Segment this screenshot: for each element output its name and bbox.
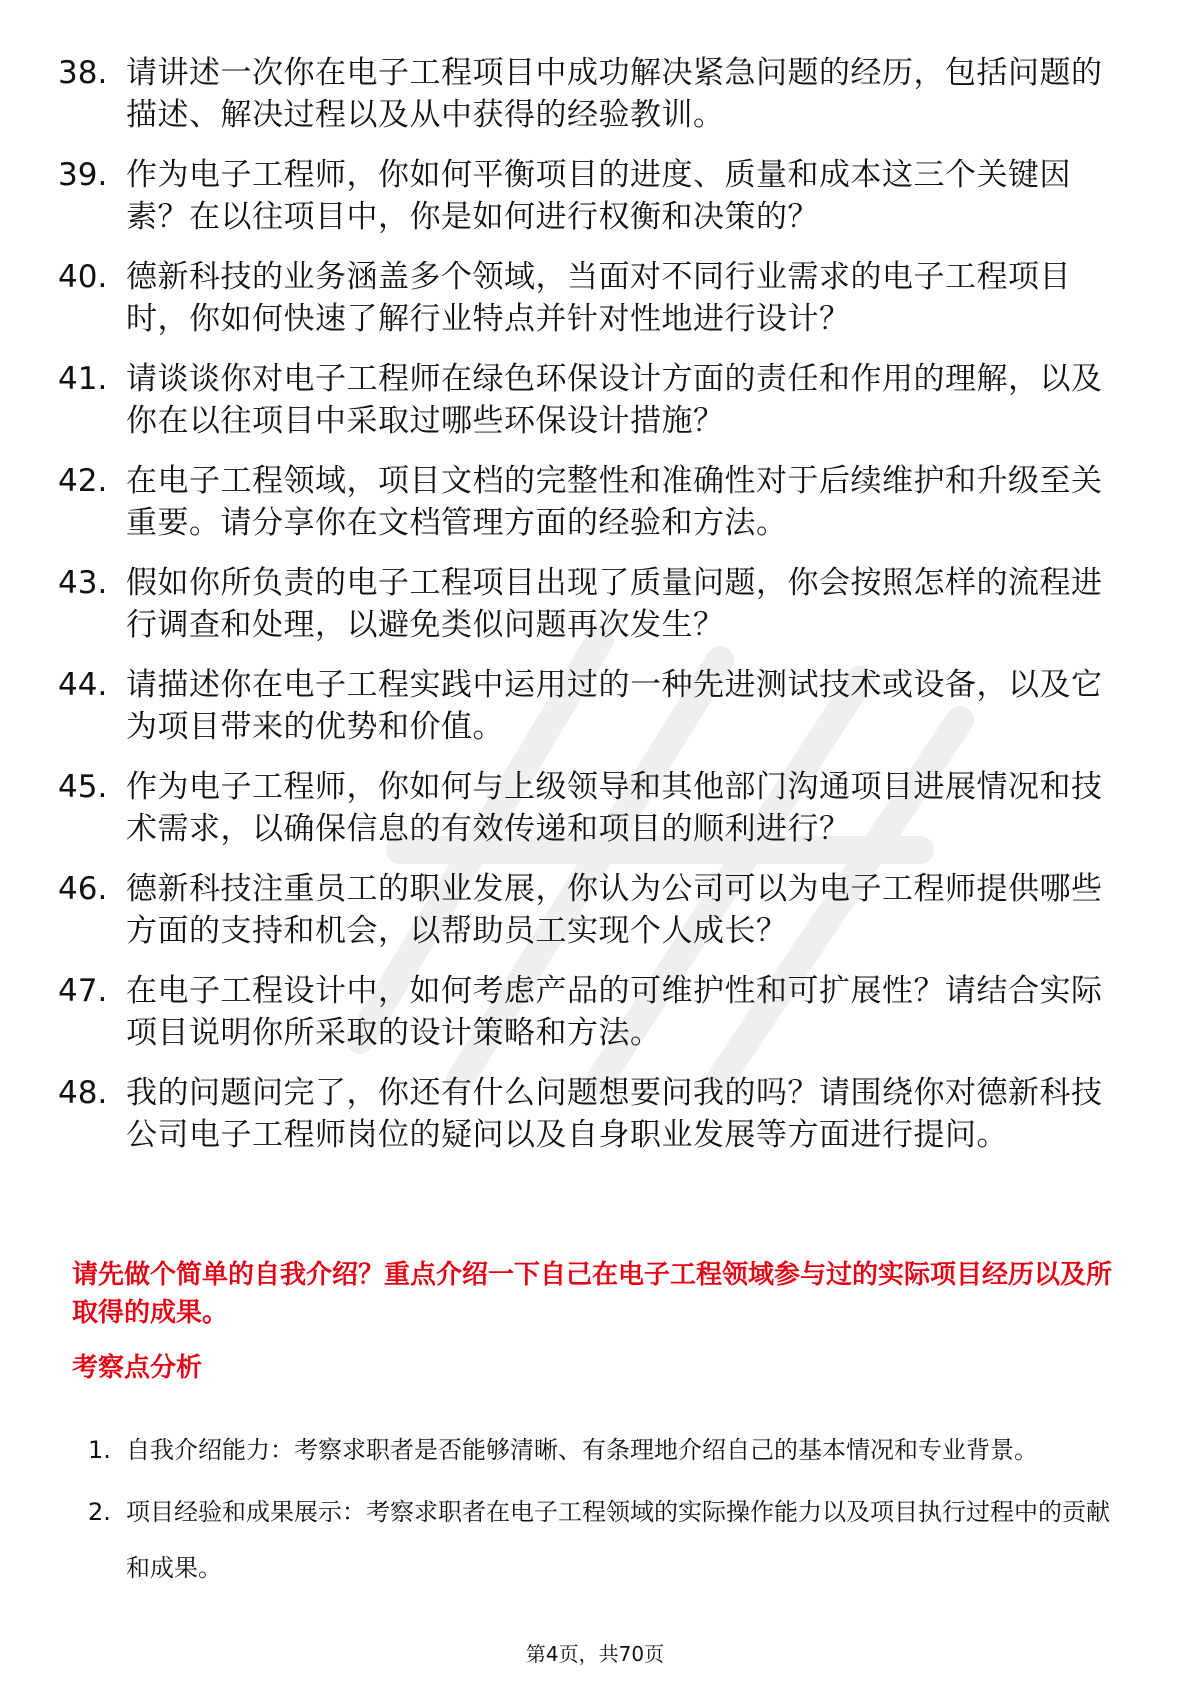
analysis-text: 自我介绍能力：考察求职者是否能够清晰、有条理地介绍自己的基本情况和专业背景。 — [126, 1436, 1038, 1464]
analysis-text: 项目经验和成果展示：考察求职者在电子工程领域的实际操作能力以及项目执行过程中的贡献和成果。 — [126, 1498, 1110, 1582]
question-list — [58, 52, 1118, 1174]
analysis-number: 1. — [88, 1436, 111, 1464]
question-text: 作为电子工程师，你如何与上级领导和其他部门沟通项目进展情况和技术需求，以确保信息的有效传递和项目的顺利进行？ — [126, 769, 1103, 847]
question-item — [58, 562, 1118, 646]
question-item — [58, 970, 1118, 1054]
question-item — [58, 664, 1118, 748]
question-number: 40. — [58, 259, 108, 295]
question-item — [58, 868, 1118, 952]
question-number: 45. — [58, 769, 108, 805]
analysis-list — [88, 1422, 1118, 1602]
question-number: 47. — [58, 973, 108, 1009]
question-text: 请描述你在电子工程实践中运用过的一种先进测试技术或设备，以及它为项目带来的优势和价值。 — [126, 667, 1103, 745]
question-item — [58, 358, 1118, 442]
question-item — [58, 256, 1118, 340]
question-item — [58, 52, 1118, 136]
featured-question: 请先做个简单的自我介绍？重点介绍一下自己在电子工程领域参与过的实际项目经历以及所取得的成果。 — [72, 1260, 1113, 1328]
question-text: 假如你所负责的电子工程项目出现了质量问题，你会按照怎样的流程进行调查和处理，以避免类似问题再次发生？ — [126, 565, 1103, 643]
question-number: 43. — [58, 565, 108, 601]
question-text: 在电子工程设计中，如何考虑产品的可维护性和可扩展性？请结合实际项目说明你所采取的设计策略和方法。 — [126, 973, 1103, 1051]
question-text: 在电子工程领域，项目文档的完整性和准确性对于后续维护和升级至关重要。请分享你在文档管理方面的经验和方法。 — [126, 463, 1103, 541]
question-text: 我的问题问完了，你还有什么问题想要问我的吗？请围绕你对德新科技公司电子工程师岗位的疑问以及自身职业发展等方面进行提问。 — [126, 1075, 1103, 1153]
analysis-title: 考察点分析 — [72, 1353, 203, 1383]
question-number: 48. — [58, 1075, 108, 1111]
question-number: 41. — [58, 361, 108, 397]
analysis-item — [88, 1422, 1118, 1478]
question-item — [58, 766, 1118, 850]
question-item — [58, 460, 1118, 544]
question-text: 请谈谈你对电子工程师在绿色环保设计方面的责任和作用的理解，以及你在以往项目中采取过哪些环保设计措施？ — [126, 361, 1103, 439]
question-number: 38. — [58, 55, 108, 91]
question-number: 42. — [58, 463, 108, 499]
question-item — [58, 154, 1118, 238]
question-text: 德新科技的业务涵盖多个领域，当面对不同行业需求的电子工程项目时，你如何快速了解行业特点并针对性地进行设计？ — [126, 259, 1071, 337]
question-text: 请讲述一次你在电子工程项目中成功解决紧急问题的经历，包括问题的描述、解决过程以及从中获得的经验教训。 — [126, 55, 1103, 133]
question-text: 德新科技注重员工的职业发展，你认为公司可以为电子工程师提供哪些方面的支持和机会，以帮助员工实现个人成长？ — [126, 871, 1103, 949]
question-item — [58, 1072, 1118, 1156]
analysis-number: 2. — [88, 1498, 111, 1526]
question-number: 44. — [58, 667, 108, 703]
question-text: 作为电子工程师，你如何平衡项目的进度、质量和成本这三个关键因素？在以往项目中，你是如何进行权衡和决策的？ — [126, 157, 1071, 235]
question-number: 46. — [58, 871, 108, 907]
analysis-item — [88, 1484, 1118, 1596]
page-footer: 第4页，共70页 — [525, 1642, 665, 1666]
question-number: 39. — [58, 157, 108, 193]
